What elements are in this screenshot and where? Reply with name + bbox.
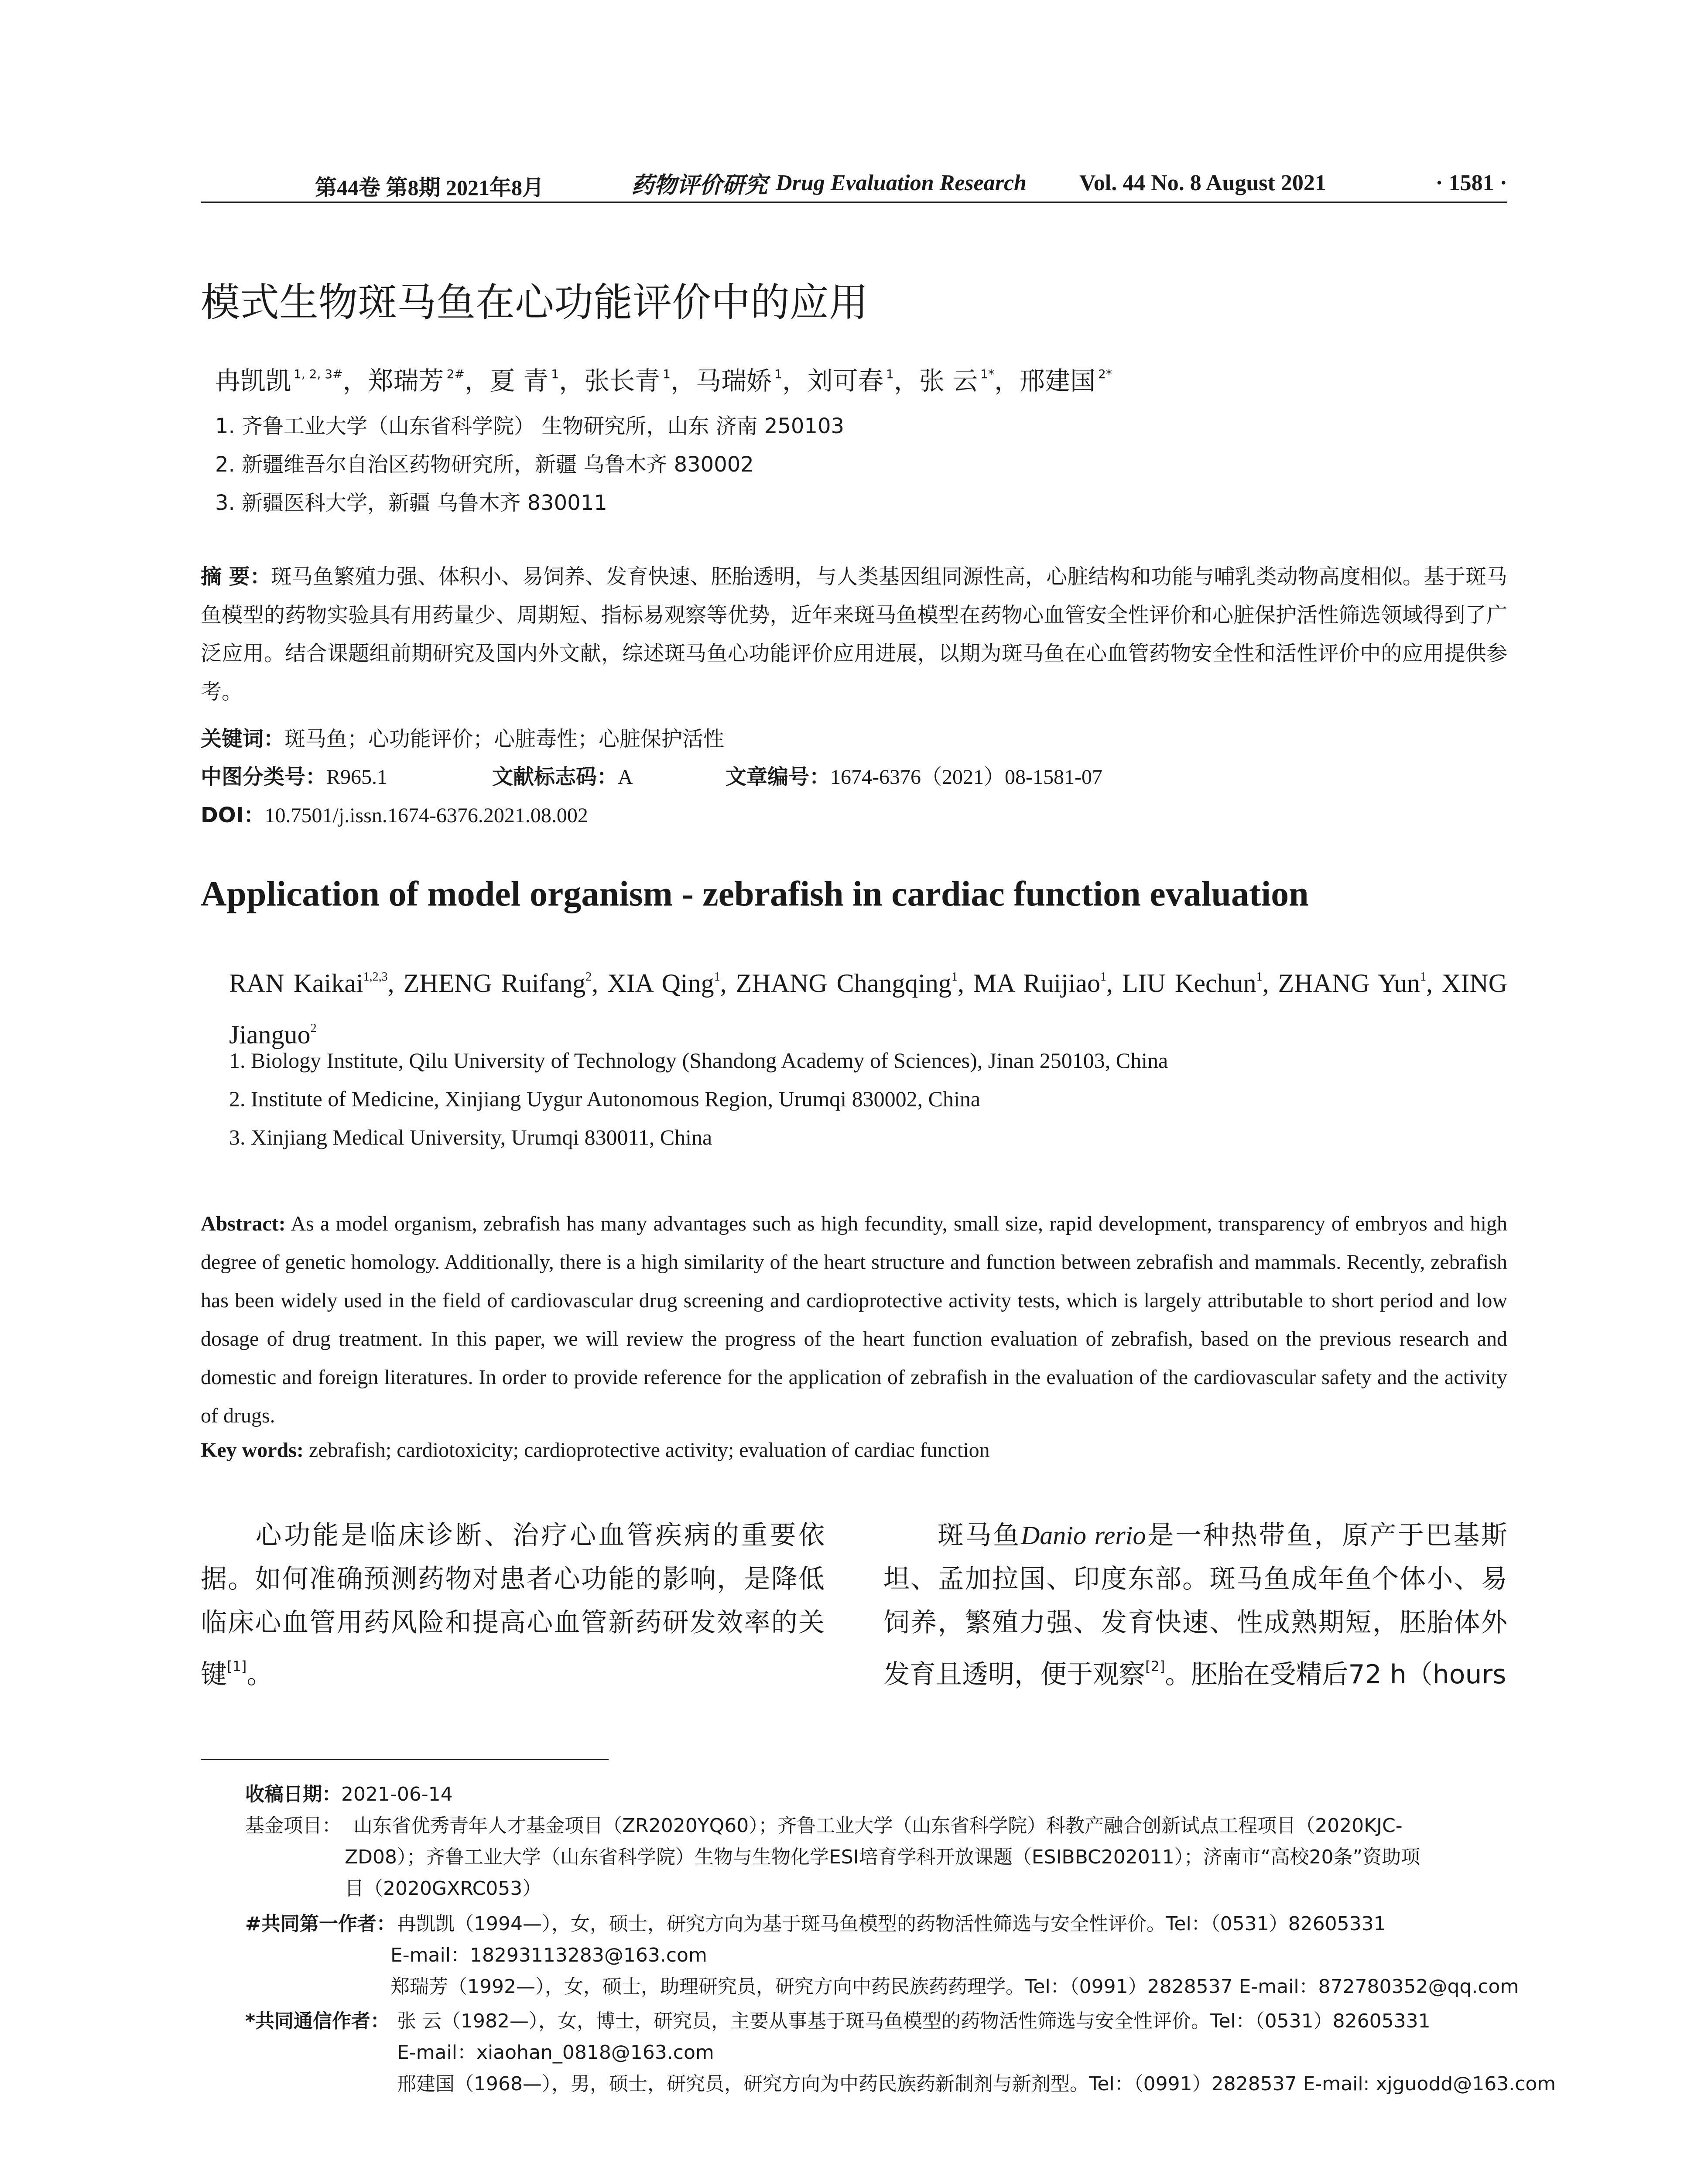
running-header bbox=[201, 167, 1507, 206]
author-cn-separator: ， bbox=[464, 366, 490, 396]
keywords-cn bbox=[201, 722, 724, 752]
abstract-cn bbox=[201, 557, 1507, 711]
header-issue-en: Vol. 44 No. 8 August 2021 bbox=[1079, 171, 1326, 195]
clc bbox=[201, 760, 387, 790]
species-name: Danio rerio bbox=[1020, 1521, 1146, 1550]
abstract-en-label: Abstract: bbox=[201, 1212, 286, 1235]
body-column-left bbox=[201, 1514, 825, 1696]
author-en-affiliation-mark: 2 bbox=[585, 970, 592, 984]
author-en-separator: , bbox=[720, 969, 736, 998]
author-en-name: ZHENG Ruifang bbox=[403, 969, 586, 998]
doi-label: DOI： bbox=[201, 803, 265, 827]
author-cn-affiliation-mark: 2# bbox=[446, 367, 465, 381]
author-cn-name: 夏 青 bbox=[489, 366, 549, 396]
author-cn-name: 张长青 bbox=[584, 366, 661, 396]
fund-line-2: ZD08）；齐鲁工业大学（山东省科学院）生物与生物化学ESI培育学科开放课题（ESIBBC202011）；济南市“高校20条”资助项 bbox=[345, 1846, 1420, 1868]
received-date bbox=[245, 1779, 453, 1810]
author-cn-separator: ， bbox=[994, 366, 1020, 396]
fund-line-1: 山东省优秀青年人才基金项目（ZR2020YQ60）；齐鲁工业大学（山东省科学院）科教产融合创新试点工程项目（2020KJC- bbox=[353, 1815, 1403, 1837]
doi-value: 10.7501/j.issn.1674-6376.2021.08.002 bbox=[264, 804, 588, 827]
header-rule bbox=[201, 202, 1507, 203]
page-number: · 1581 · bbox=[1435, 171, 1507, 195]
author-en-affiliation-mark: 1 bbox=[951, 970, 958, 984]
keywords-en bbox=[201, 1438, 990, 1462]
author-cn-affiliation-mark: 1 bbox=[551, 367, 559, 381]
author-cn-affiliation-mark: 1* bbox=[980, 367, 994, 381]
author-en-affiliation-mark: 1,2,3 bbox=[363, 970, 388, 984]
authors-en bbox=[229, 954, 1507, 1057]
first-author-line-1: 冉凯凯（1994—），女，硕士，研究方向为基于斑马鱼模型的药物活性筛选与安全性评价。Tel：（0531）82605331 bbox=[397, 1913, 1386, 1935]
body-right-text: 是一种热带鱼，原产于巴基斯坦、孟加拉国、印度东部。斑马鱼成年鱼个体小、易饲养，繁殖力强、发育快速、性成熟期短，胚胎体外发育且透明，便于观察 bbox=[883, 1520, 1507, 1690]
corresponding-line-1: 张 云（1982—），女，博士，研究员，主要从事基于斑马鱼模型的药物活性筛选与安全性评价。Tel：（0531）82605331 bbox=[397, 2010, 1431, 2032]
affiliation-cn-3: 3. 新疆医科大学，新疆 乌鲁木齐 830011 bbox=[215, 491, 607, 515]
citation-1[interactable]: [1] bbox=[227, 1658, 247, 1675]
author-en-separator: , bbox=[1106, 969, 1123, 998]
citation-2[interactable]: [2] bbox=[1145, 1658, 1165, 1675]
author-cn-name: 马瑞娇 bbox=[696, 366, 772, 396]
author-en-separator: , bbox=[957, 969, 973, 998]
author-cn-separator: ， bbox=[342, 366, 368, 396]
author-cn-affiliation-mark: 1, 2, 3# bbox=[294, 367, 343, 381]
author-cn-separator: ， bbox=[893, 366, 919, 396]
first-author-line-3: 郑瑞芳（1992—），女，硕士，助理研究员，研究方向中药民族药药理学。Tel：（0991）2828537 E-mail：872780352@qq.com bbox=[390, 1976, 1519, 1998]
corresponding-line-3: 邢建国（1968—），男，硕士，研究员，研究方向为中药民族药新制剂与新剂型。Tel：（0991）2828537 E-mail: xjguodd@163.com bbox=[397, 2073, 1556, 2095]
received-label: 收稿日期： bbox=[245, 1783, 341, 1805]
author-en-affiliation-mark: 1 bbox=[1256, 970, 1263, 984]
author-cn-name: 刘可春 bbox=[807, 366, 883, 396]
keywords-cn-text: 斑马鱼；心功能评价；心脏毒性；心脏保护活性 bbox=[284, 727, 725, 751]
affiliation-en-2: 2. Institute of Medicine, Xinjiang Uygur Autonomous Region, Urumqi 830002, China bbox=[229, 1087, 981, 1111]
keywords-en-label: Key words: bbox=[201, 1439, 304, 1462]
body-right-pre: 斑马鱼 bbox=[936, 1520, 1021, 1551]
author-cn-affiliation-mark: 1 bbox=[886, 367, 894, 381]
doc-code-value: A bbox=[618, 766, 633, 789]
author-cn-name: 郑瑞芳 bbox=[368, 366, 444, 396]
journal-logo: 药物评价研究 bbox=[631, 173, 768, 198]
doc-code bbox=[492, 760, 633, 790]
author-en-separator: , bbox=[387, 969, 404, 998]
author-en-affiliation-mark: 1 bbox=[1420, 970, 1427, 984]
article-no-label: 文章编号： bbox=[726, 765, 831, 789]
author-cn-affiliation-mark: 2* bbox=[1098, 367, 1112, 381]
author-en-name: ZHANG Yun bbox=[1278, 969, 1420, 998]
first-author-label: #共同第一作者： bbox=[245, 1913, 396, 1935]
abstract-cn-text: 斑马鱼繁殖力强、体积小、易饲养、发育快速、胚胎透明，与人类基因组同源性高，心脏结构和功能与哺乳类动物高度相似。基于斑马鱼模型的药物实验具有用药量少、周期短、指标易观察等优势，近年来斑马鱼模型在药物心血管安全性评价和心脏保护活性筛选领域得到了广泛应用。结合课题组前期研究及国内外文献，综述斑马鱼心功能评价应用进展，以期为斑马鱼在心血管药物安全性和活性评价中的应用提供参考。 bbox=[201, 564, 1507, 704]
clc-value: R965.1 bbox=[326, 766, 388, 789]
author-en-name: RAN Kaikai bbox=[229, 969, 363, 998]
doc-code-label: 文献标志码： bbox=[492, 765, 618, 789]
doi bbox=[201, 798, 588, 828]
author-cn-name: 邢建国 bbox=[1020, 366, 1096, 396]
author-cn-name: 张 云 bbox=[919, 366, 978, 396]
received-value: 2021-06-14 bbox=[341, 1783, 453, 1805]
keywords-en-text: zebrafish; cardiotoxicity; cardioprotective activity; evaluation of cardiac function bbox=[308, 1439, 990, 1462]
header-journal-en: Drug Evaluation Research bbox=[776, 171, 1027, 195]
affiliation-cn-1: 1. 齐鲁工业大学（山东省科学院） 生物研究所，山东 济南 250103 bbox=[215, 414, 845, 438]
body-column-right bbox=[883, 1514, 1507, 1696]
abstract-cn-label: 摘 要： bbox=[201, 564, 271, 589]
author-en-name: LIU Kechun bbox=[1122, 969, 1256, 998]
body-left-text: 心功能是临床诊断、治疗心血管疾病的重要依据。如何准确预测药物对患者心功能的影响，是降低临床心血管用药风险和提高心血管新药研发效率的关键 bbox=[201, 1520, 825, 1690]
author-en-separator: , bbox=[1262, 969, 1278, 998]
keywords-cn-label: 关键词： bbox=[201, 727, 285, 751]
affiliation-en-1: 1. Biology Institute, Qilu University of Technology (Shandong Academy of Sciences), Jinan 250103, China bbox=[229, 1048, 1168, 1073]
affiliation-cn-2: 2. 新疆维吾尔自治区药物研究所，新疆 乌鲁木齐 830002 bbox=[215, 452, 754, 477]
author-cn-affiliation-mark: 1 bbox=[774, 367, 782, 381]
author-en-name: ZHANG Changqing bbox=[736, 969, 952, 998]
header-issue-cn: 第44卷 第8期 2021年8月 bbox=[315, 175, 544, 200]
author-en-separator: , bbox=[592, 969, 608, 998]
footnote-rule bbox=[201, 1759, 609, 1760]
authors-cn bbox=[215, 360, 1112, 397]
title-en: Application of model organism - zebrafish in cardiac function evaluation bbox=[201, 874, 1309, 913]
fund-label: 基金项目： bbox=[245, 1815, 341, 1837]
title-cn: 模式生物斑马鱼在心功能评价中的应用 bbox=[201, 280, 868, 325]
author-en-name: XIA Qing bbox=[607, 969, 714, 998]
author-cn-separator: ， bbox=[559, 366, 585, 396]
author-cn-separator: ， bbox=[670, 366, 696, 396]
author-en-affiliation-mark: 1 bbox=[1100, 970, 1106, 984]
author-en-separator: , bbox=[1426, 969, 1442, 998]
author-en-affiliation-mark: 1 bbox=[714, 970, 720, 984]
body-left-end: 。 bbox=[246, 1659, 273, 1690]
corresponding-line-2: E-mail：xiaohan_0818@163.com bbox=[397, 2041, 714, 2064]
author-cn-name: 冉凯凯 bbox=[215, 366, 291, 396]
author-en-affiliation-mark: 2 bbox=[310, 1022, 317, 1035]
body-right-end: 。胚胎在受精后72 h（hours bbox=[1165, 1659, 1506, 1690]
first-author-line-2: E-mail：18293113283@163.com bbox=[390, 1944, 707, 1966]
author-en-name: MA Ruijiao bbox=[973, 969, 1100, 998]
corresponding-label: *共同通信作者： bbox=[245, 2010, 390, 2032]
author-cn-affiliation-mark: 1 bbox=[663, 367, 671, 381]
article-no-value: 1674-6376（2021）08-1581-07 bbox=[830, 766, 1102, 789]
author-cn-separator: ， bbox=[782, 366, 808, 396]
fund-line-3: 目（2020GXRC053） bbox=[345, 1877, 542, 1900]
abstract-en-text: As a model organism, zebrafish has many advantages such as high fecundity, small size, rapid development, transparency of embryos and high degree of genetic homology. Additionally, there is a high similarity of the heart structure and function between zebrafish and mammals. Recently, zebrafish has been widely used in the field of cardiovascular drug screening and cardioprotective activity tests, which is largely attributable to short period and low dosage of drug treatment. In this paper, we will review the progress of the heart function evaluation of zebrafish, based on the previous research and domestic and foreign literatures. In order to provide reference for the application of zebrafish in the evaluation of the cardiovascular safety and the activity of drugs. bbox=[201, 1212, 1508, 1427]
abstract-en bbox=[201, 1205, 1507, 1435]
author-en-name: XING Jianguo bbox=[229, 969, 1508, 1049]
clc-label: 中图分类号： bbox=[201, 765, 327, 789]
article-no bbox=[726, 760, 1102, 790]
affiliation-en-3: 3. Xinjiang Medical University, Urumqi 830011, China bbox=[229, 1125, 712, 1149]
